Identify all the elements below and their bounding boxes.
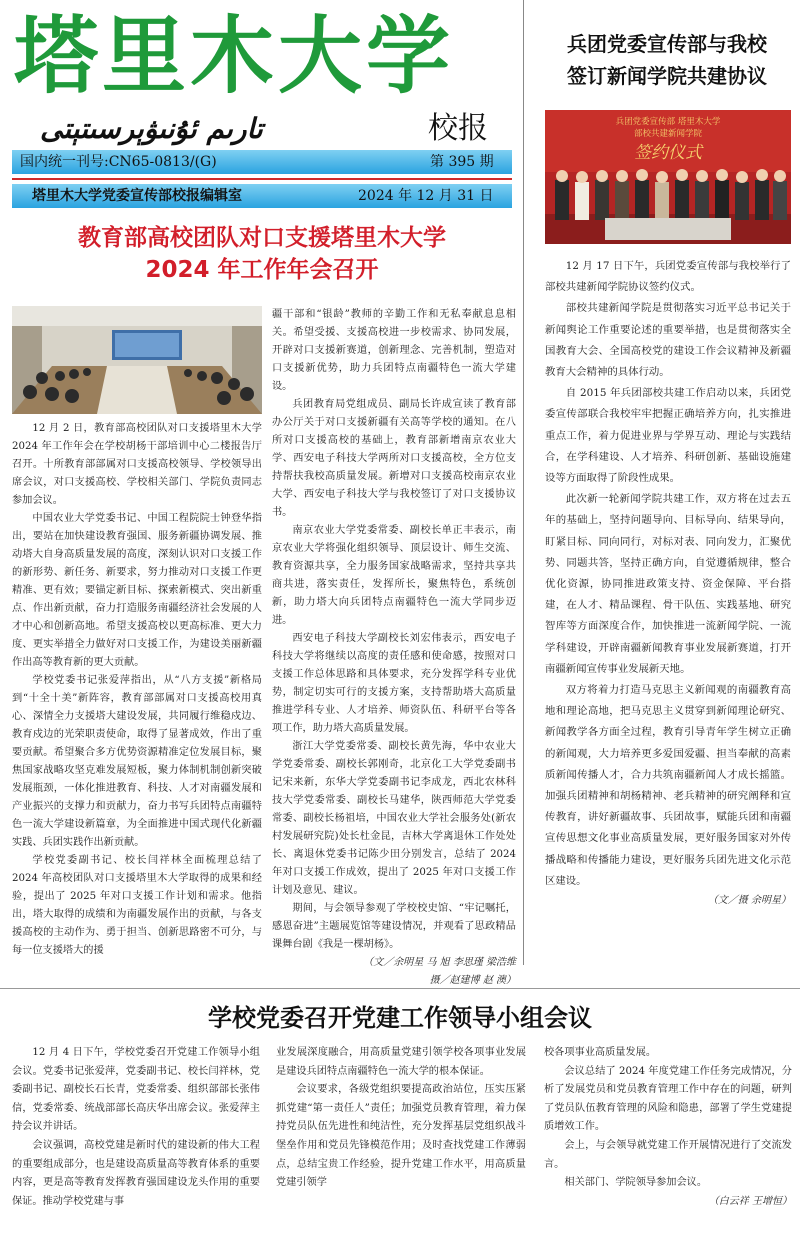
bottom-paragraph: 会议强调，高校党建是新时代的建设新的伟大工程的重要组成部分，也是建设高质量高等教育体系的重要内容，更是高等教育发挥教育强国建设龙头作用的重要保证。推动学校党建与事 (12, 1139, 260, 1207)
side-credit: （文／摄 余明星） (707, 895, 791, 907)
side-paragraph: 此次新一轮新闻学院共建工作，双方将在过去五年的基础上，坚持问题导向、目标导向、结果导向，盯紧目标、同向同行，对标对表、同向发力，汇聚优势、同题共答，坚持正确方向，自觉遵循规律，整合优化资源，协同推进政策支持、资金保障、平台搭建，在人才、精品课程、骨干队伍、实践基地、研究智库等方面深度合作，加快推进一流新闻学院、一流学科建设，开辟南疆新闻教育事业发展新赛道，打开南疆新闻宣传事业发展新天地。 (545, 493, 791, 675)
bottom-paragraph: 校各项事业高质量发展。 (544, 1047, 657, 1058)
issue-info-bar (12, 150, 512, 174)
lead-headline-line2: 2024 年工作年会召开 (145, 257, 379, 283)
lead-headline-line1: 教育部高校团队对口支援塔里木大学 (78, 225, 446, 251)
bottom-paragraph: 12 月 4 日下午，学校党委召开党建工作领导小组会议。党委书记张爱萍，党委副书记、校长闫祥林，党委副书记、副校长石长青，党委常委、组织部部长张伟信，党委常委、统战部部长高庆华出席会议。张爱萍主持会议并讲话。 (12, 1047, 260, 1133)
bottom-paragraph: 会上，与会领导就党建工作开展情况进行了交流发言。 (544, 1139, 792, 1170)
lead-paragraph: 中国农业大学党委书记、中国工程院院士钟登华指出，要站在加快建设教育强国、服务新疆协调发展、推动塔大自身高质量发展的高度，深刻认识对口支援工作的新形势、新任务、新要求，努力推动对口支援工作更精准、更有效；要锚定新目标、探索新模式、突出新重点、作出新贡献，奋力打造服务南疆经济社会发展的人才中心和创新高地。希望支援高校以更高标准、更大力度、更实举措全力做好对口支援工作，为建设美丽新疆作出高等教育新的更大贡献。 (12, 513, 262, 668)
lead-paragraph: 浙江大学党委常委、副校长黄先海，华中农业大学党委常委、副校长郭刚奇，北京化工大学党委副书记宋来新，东华大学党委副书记李成龙，西北农林科技大学党委常委、副校长马建华，陕西师范大学党委常委、副校长杨祖培，中国农业大学社会服务处(新农村发展研究院)处长杜金昆，吉林大学离退休工作处处长、离退休党委书记陈少田分别发言，总结了 2024 年对口支援工作成效，提出了 2025 年对口支援工作计划及意见、建议。 (272, 741, 516, 896)
bottom-column-1 (12, 1044, 260, 1211)
lead-paragraph: 疆干部和“银龄”教师的辛勤工作和无私奉献息息相关。希望受援、支援高校进一步校需求、协同发展，开辟对口支援新赛道，创新理念、完善机制，塑造对口支援新优势，助力兵团特点南疆特色一流大学建设。 (272, 309, 516, 392)
lead-paragraph: 12 月 2 日，教育部高校团队对口支援塔里木大学 2024 年工作年会在学校胡杨干部培训中心二楼报告厅召开。十所教育部部属对口支援高校领导、学校领导出席会议，对口支援高校、学校相关部门、学院负责同志参加会议。 (12, 423, 262, 506)
side-headline (536, 28, 798, 92)
masthead-uyghur-title: تارىم ئۇنىۋېرسىتېتى (40, 112, 263, 145)
editor-office: 塔里木大学党委宣传部校报编辑室 (32, 188, 242, 204)
side-paragraph: 双方将着力打造马克思主义新闻观的南疆教育高地和理论高地，把马克思主义贯穿到新闻理论研究、新闻教学各方面全过程，教育引导青年学生树立正确的新闻观，大力培养更多爱国爱疆、担当奉献的高素质新闻传播人才，合力共筑南疆新闻人才成长摇篮。加强兵团精神和胡杨精神、老兵精神的研究阐释和宣传教育，讲好新疆故事、兵团故事，赋能兵团和南疆宣传思想文化事业高质量发展，更好服务国家对外传播战略和传播能力建设，更好服务兵团先进文化示范区建设。 (545, 684, 791, 887)
masthead-rule (12, 178, 512, 180)
side-paragraph: 自 2015 年兵团部校共建工作启动以来，兵团党委宣传部联合我校牢牢把握正确培养方向，扎实推进重点工作，着力促进业界与学界互动、理论与实践结合，在学科建设、人才培养、科研创新、基础设施建设等方面取得了阶段性成果。 (545, 387, 791, 485)
masthead-xiaobao: 校报 (428, 111, 488, 146)
bottom-column-3 (544, 1044, 792, 1211)
side-paragraph: 部校共建新闻学院是贯彻落实习近平总书记关于新闻舆论工作重要论述的重要举措，也是贯彻落实全国教育大会、全国高校党的建设工作会议精神及新疆教育大会精神的具体行动。 (545, 302, 791, 379)
lead-column-1 (12, 420, 262, 960)
bottom-headline: 学校党委召开党建工作领导小组会议 (208, 1004, 592, 1032)
lead-credit (272, 954, 516, 990)
side-paragraph: 12 月 17 日下午，兵团党委宣传部与我校举行了部校共建新闻学院协议签约仪式。 (545, 260, 791, 294)
banner-line3: 签约仪式 (634, 143, 702, 163)
lead-photo-meeting (12, 306, 262, 414)
side-headline-line1: 兵团党委宣传部与我校 (567, 32, 767, 56)
bottom-paragraph: 相关部门、学院领导参加会议。 (564, 1177, 708, 1189)
issn-label: 国内统一刊号:CN65-0813/(G) (20, 154, 217, 170)
bottom-column-2 (276, 1044, 526, 1193)
banner-line1: 兵团党委宣传部 塔里木大学 (615, 117, 721, 127)
lead-headline (12, 222, 512, 286)
lead-paragraph: 期间，与会领导参观了学校校史馆、“牢记嘱托，感恩奋进”主题展览馆等建设情况，并观看了思政精品课舞台剧《我是一棵胡杨》。 (272, 903, 516, 950)
side-article-body (545, 256, 791, 910)
side-photo-signing (545, 110, 791, 244)
issue-number: 第 395 期 (430, 154, 494, 170)
editor-info-bar (12, 184, 512, 208)
lead-paragraph: 南京农业大学党委常委、副校长单正丰表示，南京农业大学将强化组织领导、顶层设计、师生交流、教育资源共享，全力服务国家战略需求，坚持共享共商共进，落实责任，发挥所长，聚焦特色，系统创新，助力塔大向兵团特点南疆特色一流大学同步迈进。 (272, 525, 516, 626)
lead-paragraph: 学校党委副书记、校长闫祥林全面梳理总结了 2024 年高校团队对口支援塔里木大学取得的成果和经验，提出了 2025 年对口支援工作计划和需求。他指出，塔大取得的成绩和为南疆发展作出的贡献，与各支援高校的主动作为、勇于担当、创新思路密不可分，与每一位支援塔大的援 (12, 855, 262, 956)
bottom-paragraph: 会议总结了 2024 年度党建工作任务完成情况，分析了发展党员和党员教育管理工作中存在的问题，研判了党员队伍教育管理的风险和隐患，部署了学生党建提质增效工作。 (544, 1065, 792, 1133)
lead-credit-line2: 摄／赵建博 赵 澳） (429, 975, 516, 986)
bottom-paragraph: 会议要求，各级党组织要提高政治站位，压实压紧抓党建“第一责任人”责任；加强党员教育管理，着力保持党员队伍先进性和纯洁性，充分发挥基层党组织战斗堡垒作用和党员先锋模范作用；及时查找党建工作薄弱点，总结宝贵工作经验，提升党建工作水平，用高质量党建引领学 (276, 1084, 526, 1189)
lead-column-2 (272, 306, 516, 990)
lead-paragraph: 西安电子科技大学副校长刘宏伟表示，西安电子科技大学将继续以高度的责任感和使命感，按照对口支援工作总体思路和具体要求，充分发挥学科专业优势，制定切实可行的支援方案，支持帮助塔大高质量推进学科专业、人才培养、师资队伍、科研平台等各项工作，助力塔大高质量发展。 (272, 633, 516, 734)
column-divider (523, 0, 524, 965)
bottom-credit: （白云祥 王增恒） (708, 1195, 792, 1207)
masthead-title: 塔里木大学 (14, 7, 455, 105)
banner-line2: 部校共建新闻学院 (633, 129, 703, 139)
side-headline-line2: 签订新闻学院共建协议 (567, 64, 767, 88)
lead-credit-line1: （文／余明星 马 旭 李思瑾 梁浩维 (363, 957, 516, 968)
bottom-paragraph: 业发展深度融合，用高质量党建引领学校各项事业发展是建设兵团特点南疆特色一流大学的根本保证。 (276, 1047, 526, 1077)
lead-paragraph: 兵团教育局党组成员、副局长许成宣读了教育部办公厅关于对口支援新疆有关高等学校的通知。在八所对口支援高校的基础上，教育部新增南京农业大学、西安电子科技大学两所对口支援高校，全方位支持帮扶我校高质量发展。新增对口支援高校南京农业大学、西安电子科技大学与我校签订了对口支援协议书。 (272, 399, 516, 518)
lead-paragraph: 学校党委书记张爱萍指出，从“八方支援”新格局到“十全十美”新阵容，教育部部属对口支援高校用真心、深情全力支援塔大建设发展，共同履行维稳戍边、教育戍边的光荣职责使命，取得了显著成效，作出了重要贡献。希望聚合多方优势资源精准定位发展目标，聚焦国家战略攻坚克难发展短板，聚力体制机制创新突破发展瓶颈，一体化推进教育、科技、人才对南疆发展和产业振兴的支撑力和贡献力，奋力书写兵团特点南疆特色一流大学建设新篇章，为全面推进中国式现代化新疆实践、兵团实践作出新贡献。 (12, 675, 262, 848)
issue-date: 2024 年 12 月 31 日 (358, 188, 494, 204)
section-divider (0, 988, 800, 989)
